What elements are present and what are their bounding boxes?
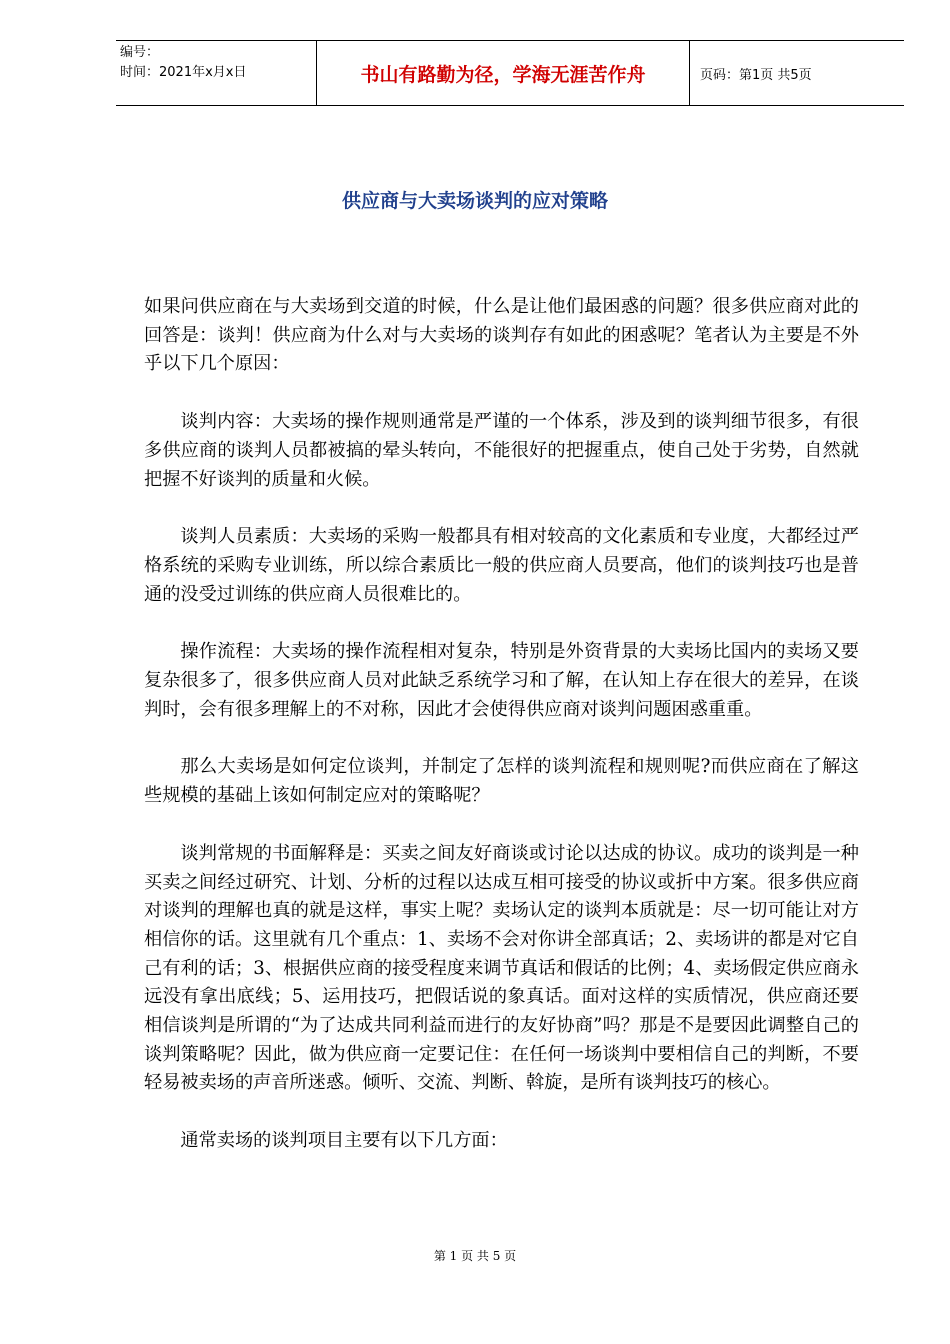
number-label: 编号： — [120, 45, 160, 60]
document-title: 供应商与大卖场谈判的应对策略 — [341, 190, 608, 212]
paragraph: 谈判人员素质：大卖场的采购一般都具有相对较高的文化素质和专业度，大都经过严格系统的采购专业训练，所以综合素质比一般的供应商人员要高，他们的谈判技巧也是普通的没受过训练的供应商人员很难比的。 — [144, 526, 859, 605]
paragraph: 通常卖场的谈判项目主要有以下几方面： — [180, 1130, 508, 1152]
page-footer: 第 1 页 共 5 页 — [433, 1249, 517, 1263]
header-meta — [116, 41, 316, 105]
paragraph: 操作流程：大卖场的操作流程相对复杂，特别是外资背景的大卖场比国内的卖场又要复杂很多了，很多供应商人员对此缺乏系统学习和了解，在认知上存在很大的差异，在谈判时，会有很多理解上的不对称，因此才会使得供应商对谈判问题困惑重重。 — [144, 641, 859, 720]
paragraph: 谈判常规的书面解释是：买卖之间友好商谈或讨论以达成的协议。成功的谈判是一种买卖之间经过研究、计划、分析的过程以达成互相可接受的协议或折中方案。很多供应商对谈判的理解也真的就是这样，事实上呢？卖场认定的谈判本质就是：尽一切可能让对方相信你的话。这里就有几个重点：1、卖场不会对你讲全部真话；2、卖场讲的都是对它自己有利的话；3、根据供应商的接受程度来调节真话和假话的比例；4、卖场假定供应商永远没有拿出底线；5、运用技巧，把假话说的象真话。面对这样的实质情况，供应商还要相信谈判是所谓的“为了达成共同利益而进行的友好协商”吗？那是不是要因此调整自己的谈判策略呢？因此，做为供应商一定要记住：在任何一场谈判中要相信自己的判断，不要轻易被卖场的声音所迷惑。倾听、交流、判断、斡旋，是所有谈判技巧的核心。 — [144, 842, 859, 1094]
paragraph: 如果问供应商在与大卖场到交道的时候，什么是让他们最困惑的问题？很多供应商对此的回答是：谈判！供应商为什么对与大卖场的谈判存有如此的困惑呢？笔者认为主要是不外乎以下几个原因： — [144, 296, 859, 375]
header-motto: 书山有路勤为径，学海无涯苦作舟 — [316, 41, 690, 105]
header-page-info: 页码：第1页 共5页 — [700, 67, 812, 83]
document-header — [116, 40, 904, 106]
document-body — [144, 293, 859, 1185]
paragraph: 那么大卖场是如何定位谈判，并制定了怎样的谈判流程和规则呢?而供应商在了解这些规模的基础上该如何制定应对的策略呢？ — [144, 756, 859, 807]
time-label: 时间：2021年x月x日 — [120, 65, 247, 80]
paragraph: 谈判内容：大卖场的操作规则通常是严谨的一个体系，涉及到的谈判细节很多，有很多供应商的谈判人员都被搞的晕头转向，不能很好的把握重点，使自己处于劣势，自然就把握不好谈判的质量和火候。 — [144, 411, 859, 490]
